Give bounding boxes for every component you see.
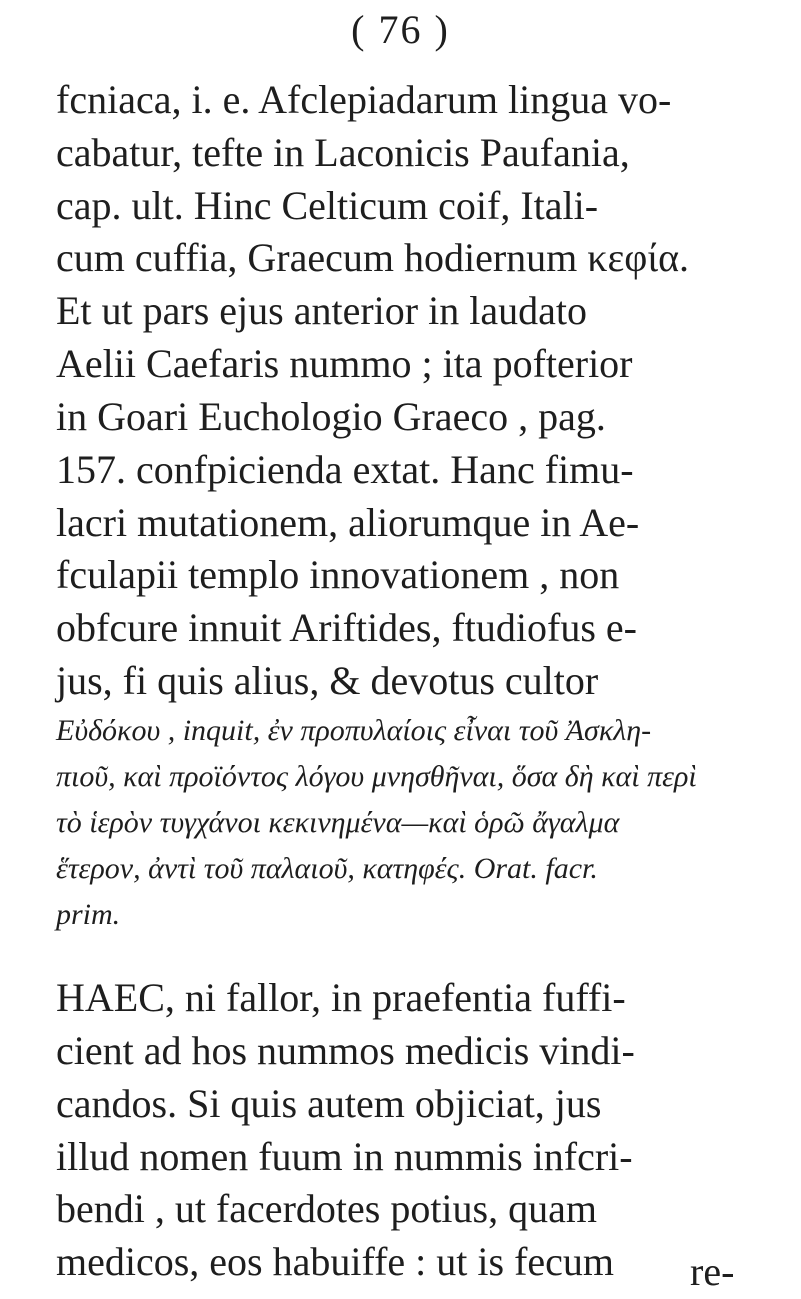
text-line: HAEC, ni fallor, in praefentia fuffi- [56, 975, 626, 1021]
text-line: Aelii Caefaris nummo ; ita pofterior [56, 341, 633, 387]
greek-quote-line: πιοῦ, καὶ προϊόντος λόγου μνησθῆναι, ὅσα δὴ καὶ περὶ [56, 759, 697, 793]
greek-quote-line: ἕτερον, ἀντὶ τοῦ παλαιοῦ, κατηφές. Orat. facr. [56, 851, 598, 885]
text-line: 157. confpicienda extat. Hanc fimu- [56, 446, 634, 492]
text-line: illud nomen fuum in nummis infcri- [56, 1133, 633, 1179]
text-line: Et ut pars ejus anterior in laudato [56, 288, 587, 334]
text-line: candos. Si quis autem objiciat, jus [56, 1080, 602, 1126]
text-line: obfcure innuit Ariftides, ftudiofus e- [56, 605, 637, 651]
greek-quote-line: Εὐδόκου , inquit, ἐν προπυλαίοις εἶναι τοῦ Ἀσκλη- [56, 713, 652, 747]
page-number: ( 76 ) [351, 7, 450, 52]
text-line: cient ad hos nummos medicis vindi- [56, 1027, 635, 1073]
text-line: fculapii templo innovationem , non [56, 552, 620, 598]
text-line: lacri mutationem, aliorumque in Ae- [56, 499, 640, 545]
text-line: cap. ult. Hinc Celticum coif, Itali- [56, 182, 599, 228]
text-line: fcniaca, i. e. Afclepiadarum lingua vo- [56, 77, 672, 122]
catchword: re- [690, 1249, 735, 1295]
text-line: cum cuffia, Graecum hodiernum κεφία. [56, 235, 690, 281]
text-line: bendi , ut facerdotes potius, quam [56, 1186, 597, 1232]
text-line: jus, fi quis alius, & devotus cultor [56, 658, 599, 704]
text-line: cabatur, tefte in Laconicis Paufania, [56, 129, 630, 175]
greek-quote-line: τὸ ἱερὸν τυγχάνοι κεκινημένα—καὶ ὁρῶ ἄγαλμα [56, 805, 620, 839]
text-line: medicos, eos habuiffe : ut is fecum [56, 1239, 615, 1285]
greek-quote-line: prim. [56, 897, 121, 931]
text-line: in Goari Euchologio Graeco , pag. [56, 393, 606, 439]
